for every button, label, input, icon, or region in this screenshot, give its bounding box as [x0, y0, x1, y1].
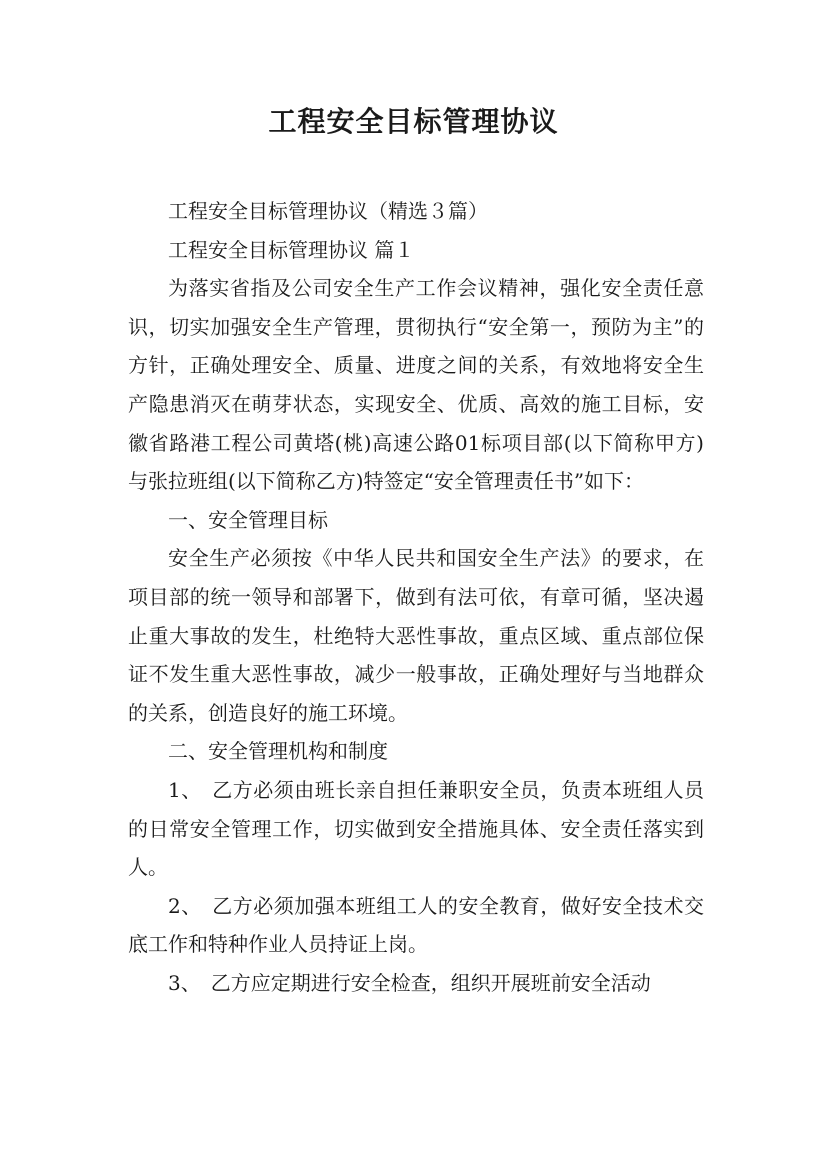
clause-3: 3、 乙方应定期进行安全检查，组织开展班前安全活动	[168, 970, 651, 995]
document-body	[128, 192, 704, 1002]
section-heading-part-1: 工程安全目标管理协议 篇１	[168, 237, 415, 262]
clause-2: 2、 乙方必须加强本班组工人的安全教育，做好安全技术交底工作和特种作业人员持证上岗。	[128, 893, 704, 957]
intro-paragraph: 为落实省指及公司安全生产工作会议精神，强化安全责任意识，切实加强安全生产管理，贯彻执行“安全第一，预防为主”的方针，正确处理安全、质量、进度之间的关系，有效地将安全生产隐患消灭在萌芽状态，实现安全、优质、高效的施工目标，安徽省路港工程公司黄塔(桃)高速公路01标项目部(以下简称甲方)与张拉班组(以下简称乙方)特签定“安全管理责任书”如下：	[128, 276, 704, 494]
document-title: 工程安全目标管理协议	[268, 105, 559, 138]
doc-subtitle: 工程安全目标管理协议（精选３篇）	[168, 199, 488, 223]
section-heading-organization: 二、安全管理机构和制度	[168, 739, 388, 764]
clause-1: 1、 乙方必须由班长亲自担任兼职安全员，负责本班组人员的日常安全管理工作，切实做到安全措施具体、安全责任落实到人。	[128, 777, 704, 880]
section-heading-goals: 一、安全管理目标	[168, 507, 328, 532]
goals-paragraph: 安全生产必须按《中华人民共和国安全生产法》的要求，在项目部的统一领导和部署下，做到有法可依，有章可循，坚决遏止重大事故的发生，杜绝特大恶性事故，重点区域、重点部位保证不发生重大恶性事故，减少一般事故，正确处理好与当地群众的关系，创造良好的施工环境。	[128, 546, 704, 725]
